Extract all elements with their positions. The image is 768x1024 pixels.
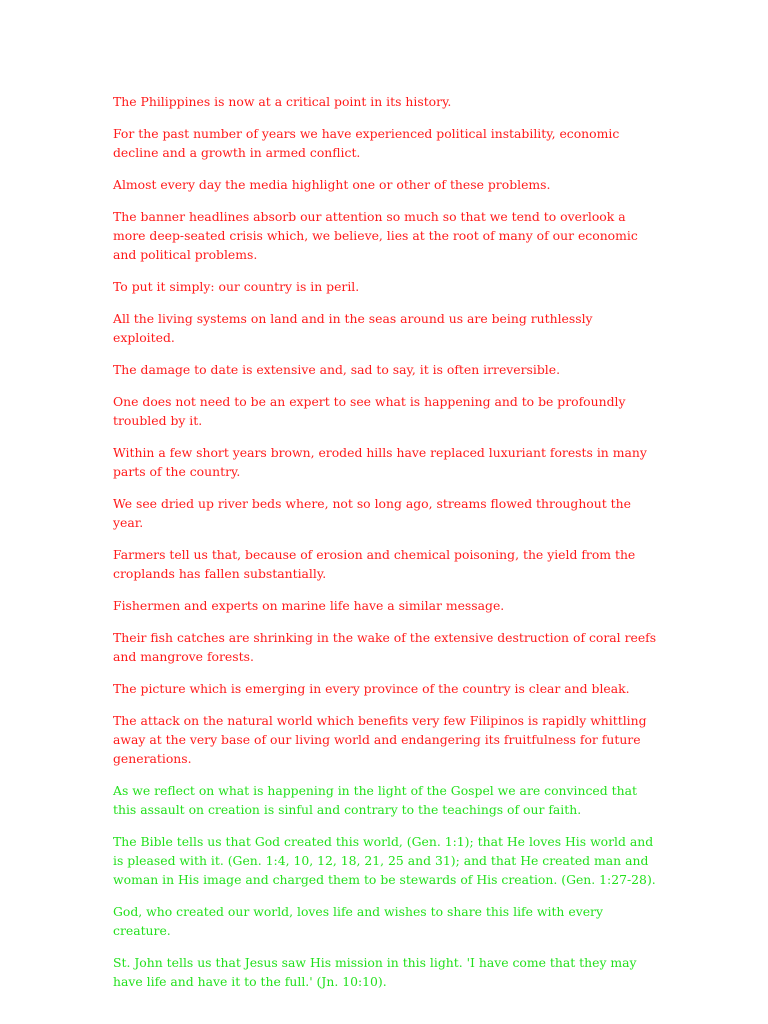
paragraph: As we reflect on what is happening in the light of the Gospel we are convinced that this assault on creation is sinful and contrary to the teachings of our faith.: [113, 783, 637, 817]
paragraph: Almost every day the media highlight one or other of these problems.: [113, 177, 551, 192]
paragraph: The Bible tells us that God created this world, (Gen. 1:1); that He loves His world and is pleased with it. (Gen. 1:4, 10, 12, 18, 21, 25 and 31); and that He created man and woman in His image and charged them to be stewards of His creation. (Gen. 1:27-28).: [113, 834, 656, 887]
paragraph: God, who created our world, loves life and wishes to share this life with every creature.: [113, 904, 603, 938]
paragraph: The damage to date is extensive and, sad to say, it is often irreversible.: [113, 362, 561, 377]
paragraph: St. John tells us that Jesus saw His mission in this light. 'I have come that they may have life and have it to the full.' (Jn. 10:10).: [113, 955, 637, 989]
paragraph: The banner headlines absorb our attention so much so that we tend to overlook a more deep-seated crisis which, we believe, lies at the root of many of our economic and political problems.: [113, 209, 638, 262]
paragraph: Their fish catches are shrinking in the wake of the extensive destruction of coral reefs and mangrove forests.: [113, 630, 657, 664]
document-page: [113, 92, 658, 1004]
paragraph: Fishermen and experts on marine life have a similar message.: [113, 598, 505, 613]
paragraph: The picture which is emerging in every province of the country is clear and bleak.: [113, 681, 630, 696]
paragraph: Farmers tell us that, because of erosion and chemical poisoning, the yield from the croplands has fallen substantially.: [113, 547, 636, 581]
paragraph: The attack on the natural world which benefits very few Filipinos is rapidly whittling away at the very base of our living world and endangering its fruitfulness for future generations.: [113, 713, 647, 766]
paragraph: The Philippines is now at a critical point in its history.: [113, 94, 452, 109]
paragraph: We see dried up river beds where, not so long ago, streams flowed throughout the year.: [113, 496, 631, 530]
paragraph: One does not need to be an expert to see what is happening and to be profoundly troubled by it.: [113, 394, 626, 428]
paragraph: All the living systems on land and in the seas around us are being ruthlessly exploited.: [113, 311, 593, 345]
paragraph: For the past number of years we have experienced political instability, economic decline and a growth in armed conflict.: [113, 126, 620, 160]
paragraph: Within a few short years brown, eroded hills have replaced luxuriant forests in many parts of the country.: [113, 445, 647, 479]
paragraph: To put it simply: our country is in peril.: [113, 279, 360, 294]
